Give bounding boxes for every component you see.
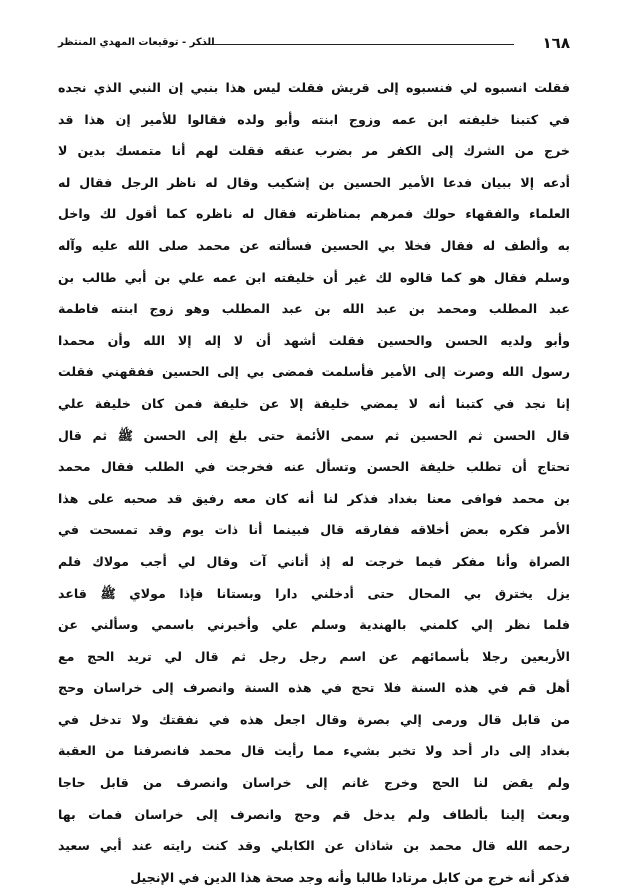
text-line: الأربعين رجلا بأسمائهم عن اسم رجل رجل ثم قال لي تريد الحج مع — [58, 648, 570, 664]
text-line: في كتبنا خليفته ابن عمه وزوج ابنته وأبو ولده فقالوا للأمير إن هذا قد — [58, 111, 570, 127]
text-line: فقلت انسبوه لي فنسبوه إلى قريش فقلت ليس هذا بنبي إن النبي الذي نجده — [58, 80, 570, 95]
text-line: العلماء والفقهاء حولك فمرهم بمناظرته فقال له ناظره كما أقول لك واخل — [58, 206, 570, 222]
text-line: رحمه الله قال محمد بن شاذان عن الكابلي وقد كنت رايته عند أبي سعيد — [58, 838, 570, 854]
text-line: تحتاج أن تطلب خليفة الحسن وتسأل عنه فخرجت في الطلب فقال محمد — [58, 459, 570, 475]
running-title: الذكر - توقيعات المهدي المنتظر — [58, 37, 215, 48]
page-header — [58, 33, 570, 59]
text-line: قال الحسن ثم الحسين ثم سمى الأئمة حتى بلغ إلى الحسن ﷺ ثم قال — [58, 427, 570, 443]
text-line: بغداد إلى دار أحد ولا تخبر بشيء مما رأيت قال محمد فانصرفنا من العقبة — [58, 743, 570, 759]
text-line: وسلم فقال هو كما قالوه لك غير أن خليفته ابن عمه علي بن أبي طالب بن — [58, 269, 570, 285]
header-rule — [194, 44, 514, 45]
text-line: عبد المطلب ومحمد بن عبد الله بن عبد المطلب وهو زوج ابنته فاطمة — [58, 301, 570, 317]
body-text — [58, 72, 570, 893]
text-line: بن محمد فوافى معنا بغداد فذكر لنا أنه كان معه رفيق قد صحبه على هذا — [58, 490, 570, 506]
text-line: وأبو ولديه الحسن والحسين فقلت أشهد أن لا إله إلا الله وأن محمدا — [58, 332, 570, 348]
text-line: فذكر أنه خرج من كابل مرتادا طالبا وأنه وجد صحة هذا الدين في الإنجيل — [130, 869, 570, 885]
text-line: وبعث إلينا بألطاف ولم يدخل قم وحج وانصرف إلى خراسان فمات بها — [58, 806, 570, 822]
text-line: الصراة وأنا مفكر فيما خرجت له إذ أتاني آت وقال لي أجب مولاك فلم — [58, 553, 570, 569]
text-line: به وألطف له فقال فخلا بي الحسين فسألته عن محمد صلى الله عليه وآله — [58, 237, 570, 253]
page-number: ١٦٨ — [542, 34, 570, 52]
text-line: من قابل قال ورمى إلي بصرة وقال اجعل هذه في نفقتك ولا تدخل في — [58, 711, 570, 727]
text-line: أهل قم في هذه السنة فلا تحج في هذه السنة وانصرف إلى خراسان وحج — [58, 680, 570, 696]
text-line: إنا نجد في كتبنا أنه لا يمضي خليفة إلا عن خليفة فمن كان خليفة علي — [58, 395, 570, 411]
text-line: يزل يخترق بي المحال حتى أدخلني دارا وبستانا فإذا مولاي ﷺ قاعد — [58, 585, 570, 601]
text-line: فلما نظر إلي كلمني بالهندية وسلم علي وأخبرني باسمي وسألني عن — [58, 617, 570, 633]
text-line: أدعه إلا ببيان فدعا الأمير الحسين بن إشكيب وقال له ناظر الرجل فقال له — [58, 174, 570, 190]
text-line: رسول الله وصرت إلى الأمير فأسلمت فمضى بي إلى الحسين ففقهني فقلت — [58, 364, 570, 380]
text-line: ولم يقض لنا الحج وخرج غانم إلى خراسان وانصرف من قابل حاجا — [58, 775, 570, 791]
text-line: الأمر فكره بعض أخلاقه ففارقه قال فبينما أنا ذات يوم وقد تمسحت في — [58, 522, 570, 538]
text-line: خرج من الشرك إلى الكفر مر بضرب عنقه فقلت لهم أنا متمسك بدين لا — [58, 143, 570, 159]
